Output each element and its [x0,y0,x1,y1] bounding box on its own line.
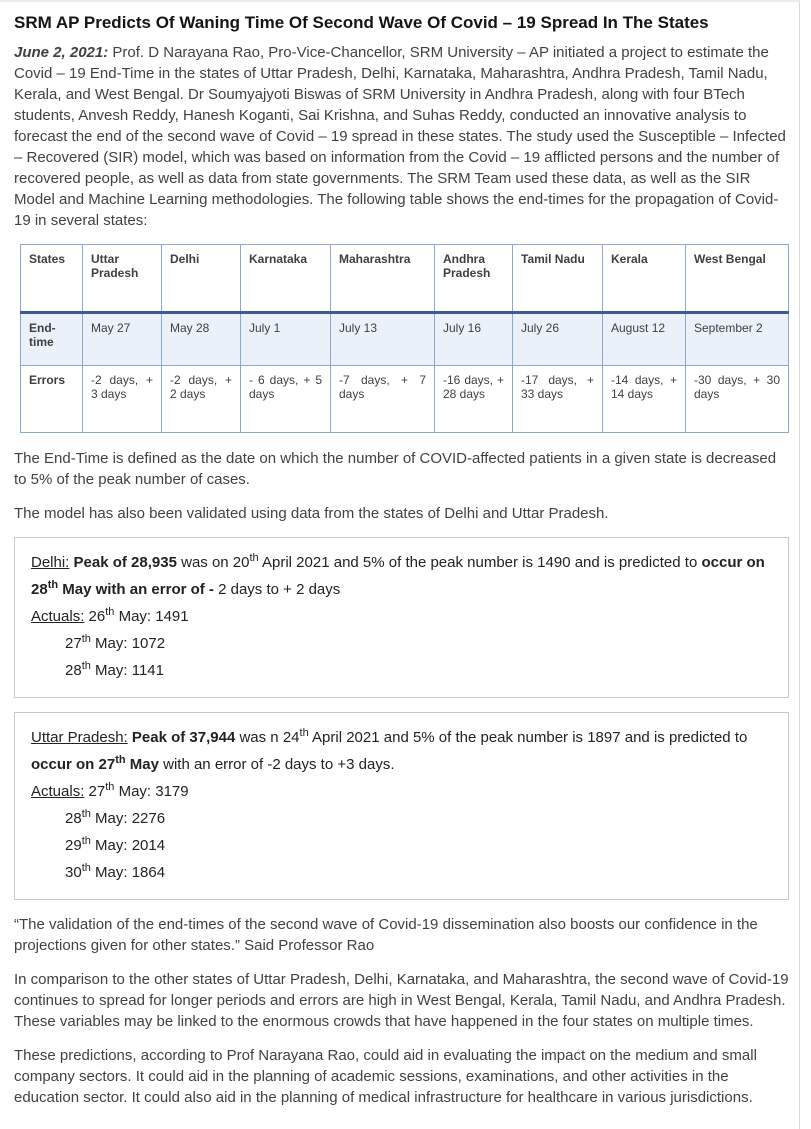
table-header-row [21,245,789,313]
end-time-row-label: End-time [21,313,83,366]
end-time-definition-paragraph: The End-Time is defined as the date on which the number of COVID-affected patients in a given state is decreased to 5% of the peak number of cases. [14,450,777,488]
errors-karnataka: - 6 days, + 5 days [241,366,331,433]
predictions-paragraph: These predictions, according to Prof Narayana Rao, could aid in evaluating the impact on the medium and small company sectors. It could aid in the planning of academic sessions, examinations, and other activities in the education sector. It could also aid in the planning of medical infrastructure for healthcare in various jurisdictions. [14,1047,757,1106]
intro-paragraph: June 2, 2021: Prof. D Narayana Rao, Pro-Vice-Chancellor, SRM University – AP initiated a project to estimate the Covid – 19 End-Time in the states of Uttar Pradesh, Delhi, Karnataka, Maharashtra, Andhra Pradesh, Tamil Nadu, Kerala, and West Bengal. Dr Soumyajyoti Biswas of SRM University in Andhra Pradesh, along with four BTech students, Anvesh Reddy, Hanesh Koganti, Sai Krishna, and Suhas Reddy, conducted an innovative analysis to forecast the end of the second wave of Covid – 19 spread in these states. The study used the Susceptible – Infected – Recovered (SIR) model, which was based on information from the Covid – 19 afflicted persons and the number of recovered people, as well as data from state governments. The SRM Team used these data, as well as the SIR Model and Machine Learning methodologies. The following table shows the end-times for the propagation of Covid-19 in several states: [14,44,786,229]
end-time-karnataka: July 1 [241,313,331,366]
end-time-uttar-pradesh: May 27 [83,313,162,366]
up-actuals-line-1: Actuals: 27th May: 3179 [31,781,189,800]
delhi-summary-line: Delhi: Peak of 28,935 was on 20th April 2021 and 5% of the peak number is 1490 and is predicted to occur on 28th May with an error of - 2 days to + 2 days [31,552,765,598]
table-row-errors [21,366,789,433]
errors-delhi: -2 days, + 2 days [162,366,241,433]
table-header-uttar-pradesh: Uttar Pradesh [83,245,162,313]
end-time-west-bengal: September 2 [686,313,789,366]
table-header-west-bengal: West Bengal [686,245,789,313]
errors-maharashtra: -7 days, + 7 days [331,366,435,433]
table-header-maharashtra: Maharashtra [331,245,435,313]
table-header-kerala: Kerala [603,245,686,313]
end-time-tamil-nadu: July 26 [513,313,603,366]
up-summary-line: Uttar Pradesh: Peak of 37,944 was n 24th April 2021 and 5% of the peak number is 1897 and is predicted to occur on 27th May with an error of -2 days to +3 days. [31,727,748,773]
errors-andhra-pradesh: -16 days, + 28 days [435,366,513,433]
quote-paragraph: “The validation of the end-times of the second wave of Covid-19 dissemination also boosts our confidence in the projections given for other states.” Said Professor Rao [14,916,758,954]
delhi-actuals-line-2: 27th May: 1072 [65,633,166,652]
errors-tamil-nadu: -17 days, + 33 days [513,366,603,433]
delhi-validation-box [14,537,789,698]
table-header-delhi: Delhi [162,245,241,313]
end-time-maharashtra: July 13 [331,313,435,366]
up-actuals-line-2: 28th May: 2276 [65,808,166,827]
article-title: SRM AP Predicts Of Waning Time Of Second Wave Of Covid – 19 Spread In The States [14,13,709,32]
errors-row-label: Errors [21,366,83,433]
uttar-pradesh-validation-box [14,712,789,900]
errors-kerala: -14 days, + 14 days [603,366,686,433]
up-actuals-line-3: 29th May: 2014 [65,835,166,854]
table-header-tamil-nadu: Tamil Nadu [513,245,603,313]
delhi-actuals-line-1: Actuals: 26th May: 1491 [31,606,189,625]
table-header-states: States [21,245,83,313]
table-row-end-time [21,313,789,366]
table-header-andhra-pradesh: Andhra Pradesh [435,245,513,313]
validation-paragraph: The model has also been validated using data from the states of Delhi and Uttar Pradesh. [14,505,609,522]
comparison-paragraph: In comparison to the other states of Uttar Pradesh, Delhi, Karnataka, and Maharashtra, the second wave of Covid-19 continues to spread for longer periods and errors are high in West Bengal, Kerala, Tamil Nadu, and Andhra Pradesh. These variables may be linked to the enormous crowds that have happened in the four states on multiple times. [14,971,789,1030]
up-actuals-line-4: 30th May: 1864 [65,862,166,881]
errors-west-bengal: -30 days, + 30 days [686,366,789,433]
end-times-table [20,244,789,433]
delhi-actuals-line-3: 28th May: 1141 [65,660,164,679]
end-time-andhra-pradesh: July 16 [435,313,513,366]
end-time-delhi: May 28 [162,313,241,366]
errors-uttar-pradesh: -2 days, + 3 days [83,366,162,433]
end-time-kerala: August 12 [603,313,686,366]
table-header-karnataka: Karnataka [241,245,331,313]
